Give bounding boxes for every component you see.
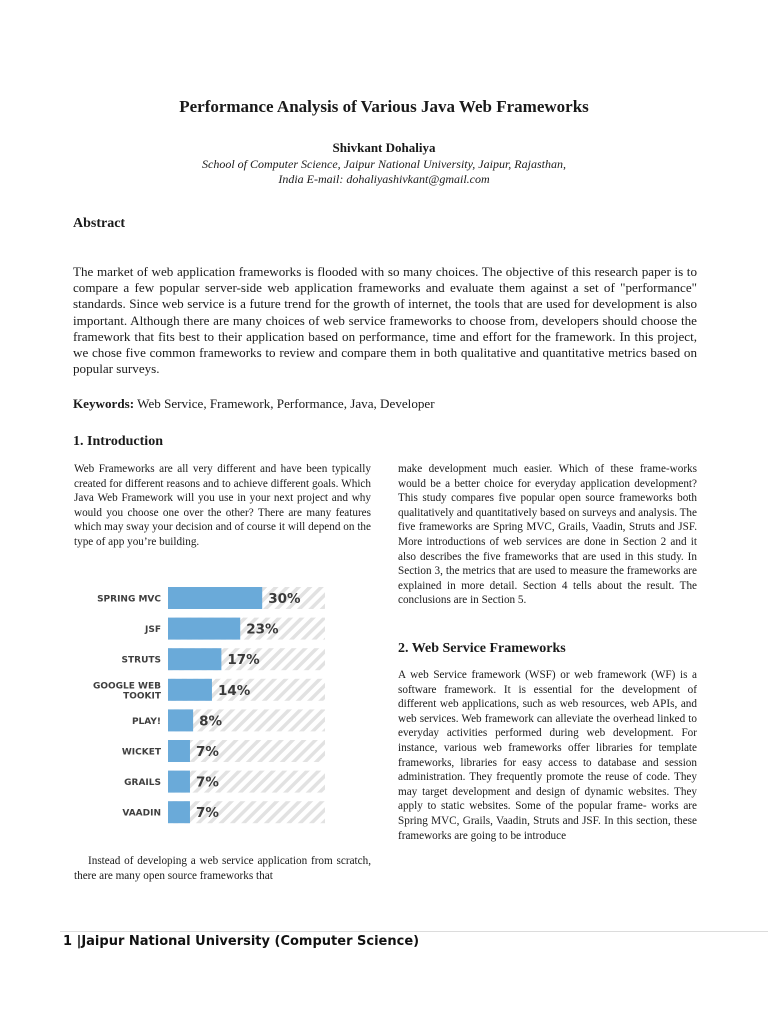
- author-affiliation: [0, 157, 768, 187]
- footer-divider: [60, 931, 768, 932]
- page-footer: 1 |Jaipur National University (Computer Science): [63, 934, 420, 949]
- data-label: 14%: [217, 682, 251, 699]
- data-label: 30%: [268, 591, 301, 607]
- category-label: STRUTS: [121, 655, 161, 666]
- bar: [168, 771, 190, 793]
- category-label: JSF: [145, 625, 161, 636]
- category-label: VAADIN: [122, 808, 161, 819]
- keywords-line: [73, 396, 697, 412]
- affiliation-line-2: India E-mail: dohaliyashivkant@gmail.com: [278, 172, 490, 186]
- intro-left-paragraph: Web Frameworks are all very different and have been typically created for different reasons and to achieve different goals. Which Java Web Framework will you use in your next project and why would you choose one over the other? There are many features which may sway your decision and of course it will depend on the type of app you’re building.: [74, 463, 371, 548]
- data-label: 7%: [195, 805, 219, 822]
- category-label: WICKET: [121, 747, 161, 758]
- bar-track: [168, 740, 325, 762]
- affiliation-line-1: School of Computer Science, Jaipur National University, Jaipur, Rajasthan,: [202, 157, 566, 171]
- author-name: Shivkant Dohaliya: [332, 140, 436, 155]
- intro-right-paragraph: make development much easier. Which of these frame-works would be a better choice for everyday application development? This study compares five popular open source frameworks both qualitatively and quantitatively based on surveys and analysis. The five frameworks are Spring MVC, Grails, Vaadin, Struts and JSF. More introductions of web services are done in Section 2 and it also describes the five frameworks that are used in this study. In Section 3, the metrics that are used to measure the frameworks are explained in more detail. Section 4 tells about the result. The conclusions are in Section 5.: [398, 463, 697, 607]
- data-label: 7%: [195, 774, 219, 791]
- bar-track: [168, 771, 325, 793]
- abstract-heading: Abstract: [73, 216, 126, 231]
- bar: [168, 587, 262, 609]
- framework-usage-chart-svg: [74, 583, 336, 833]
- framework-usage-chart: [74, 583, 336, 833]
- data-label: 17%: [227, 652, 260, 669]
- category-label: PLAY!: [131, 716, 161, 727]
- bar-track: [168, 801, 325, 823]
- bar: [168, 740, 190, 762]
- category-label: SPRING MVC: [97, 594, 161, 605]
- section-heading-web-service-frameworks: 2. Web Service Frameworks: [398, 641, 566, 656]
- data-label: 8%: [199, 713, 223, 730]
- intro-left-bottom-paragraph: Instead of developing a web service application from scratch, there are many open source frameworks that: [74, 855, 371, 882]
- section-heading-introduction: 1. Introduction: [73, 434, 163, 449]
- bar: [168, 648, 221, 670]
- web-service-frameworks-paragraph: A web Service framework (WSF) or web framework (WF) is a software framework. It is essential for the development of different web applications, such as web resources, web APIs, and web services. Web framework can alleviate the overhead linked to everyday activities performed during web development. For instance, various web frameworks offer libraries for template frameworks, libraries for easy access to database and session administration. They frequently promote the reuse of code. They may target development and design of dynamic websites. They apply to static websites. Some of the popular frame- works are Spring MVC, Grails, Vaadin, Struts and JSF. In this section, these frameworks are going to be introduce: [398, 669, 697, 842]
- category-label: TOOKIT: [123, 691, 161, 702]
- bar: [168, 618, 240, 640]
- abstract-text: The market of web application frameworks is flooded with so many choices. The objective of this research paper is to compare a few popular server-side web application frameworks and evaluate them against a set of "performance" standards. Since web service is a future trend for the growth of internet, the tools that are used for development is also important. Although there are many choices of web service frameworks to choose from, developers should choose the framework that fits best to their application based on performance, time and effort for the framework. In this project, we chose five common frameworks to review and compare them in both qualitative and quantitative metrics based on popular surveys.: [73, 264, 697, 377]
- bar: [168, 679, 212, 701]
- data-label: 7%: [195, 744, 219, 760]
- bar: [168, 709, 193, 731]
- keywords-text: Web Service, Framework, Performance, Java, Developer: [134, 396, 435, 411]
- category-label: GRAILS: [124, 778, 161, 789]
- data-label: 23%: [246, 621, 279, 638]
- category-label: GOOGLE WEB: [92, 681, 161, 692]
- paper-title: Performance Analysis of Various Java Web Frameworks: [179, 97, 589, 116]
- keywords-label: Keywords:: [73, 396, 135, 411]
- bar: [168, 801, 190, 823]
